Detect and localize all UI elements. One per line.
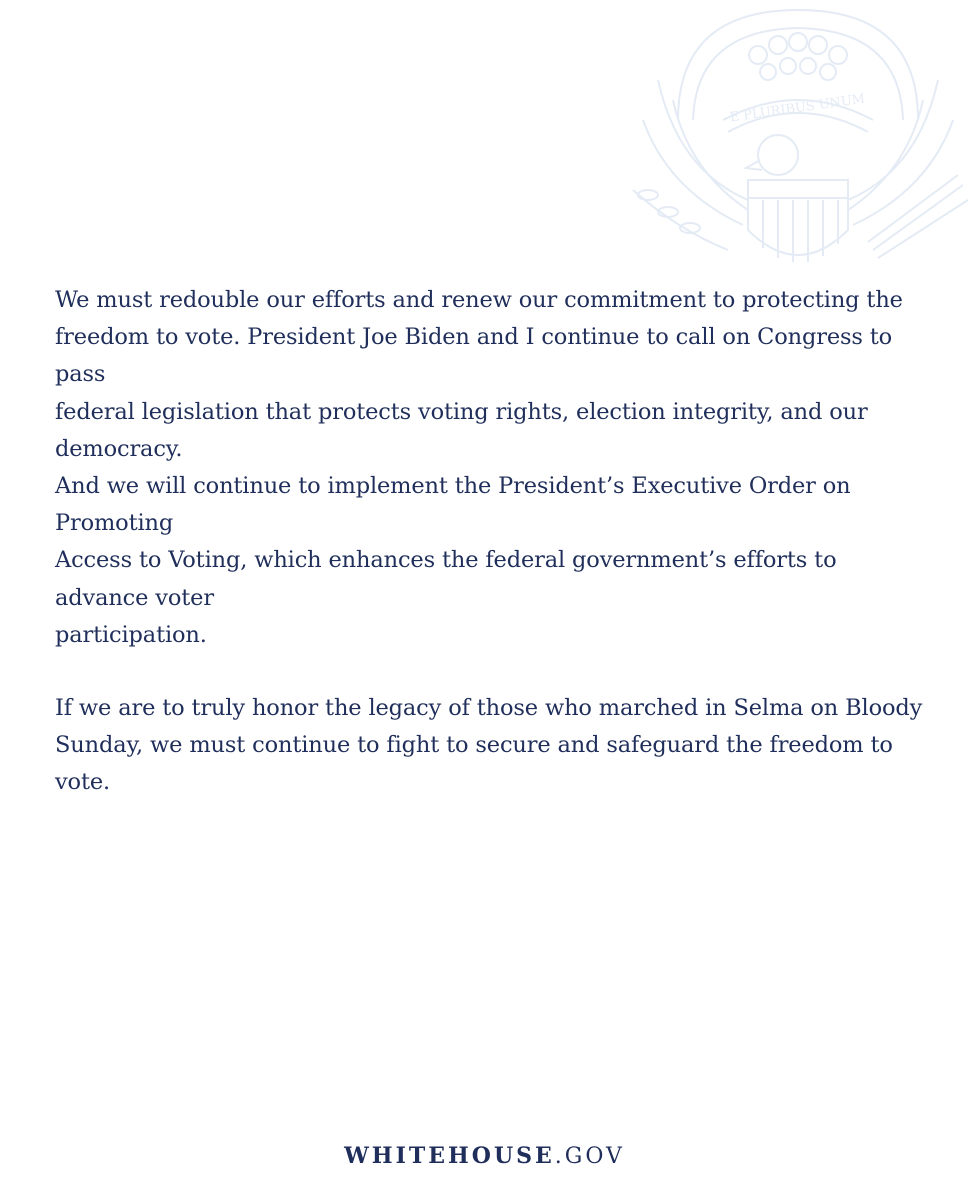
footer-tld: .GOV bbox=[554, 1144, 625, 1169]
footer-website bbox=[0, 1143, 969, 1169]
statement-body bbox=[55, 282, 925, 838]
presidential-seal-icon bbox=[618, 0, 969, 290]
statement-paragraph-1: We must redouble our efforts and renew our commitment to protecting the freedom to vote. President Joe Biden and I continue to call on Congress to pass federal legislation that protects voting rights, election integrity, and our democracy. And we will continue to implement the President’s Executive Order on Promoting Access to Voting, which enhances the federal government’s efforts to advance voter participation. bbox=[55, 287, 903, 648]
statement-paragraph-2: If we are to truly honor the legacy of those who marched in Selma on Bloody Sunday, we must continue to fight to secure and safeguard the freedom to vote. bbox=[55, 695, 923, 796]
footer-brand: WHITEHOUSE bbox=[344, 1143, 555, 1169]
seal-motto: E PLURIBUS UNUM bbox=[728, 91, 867, 126]
